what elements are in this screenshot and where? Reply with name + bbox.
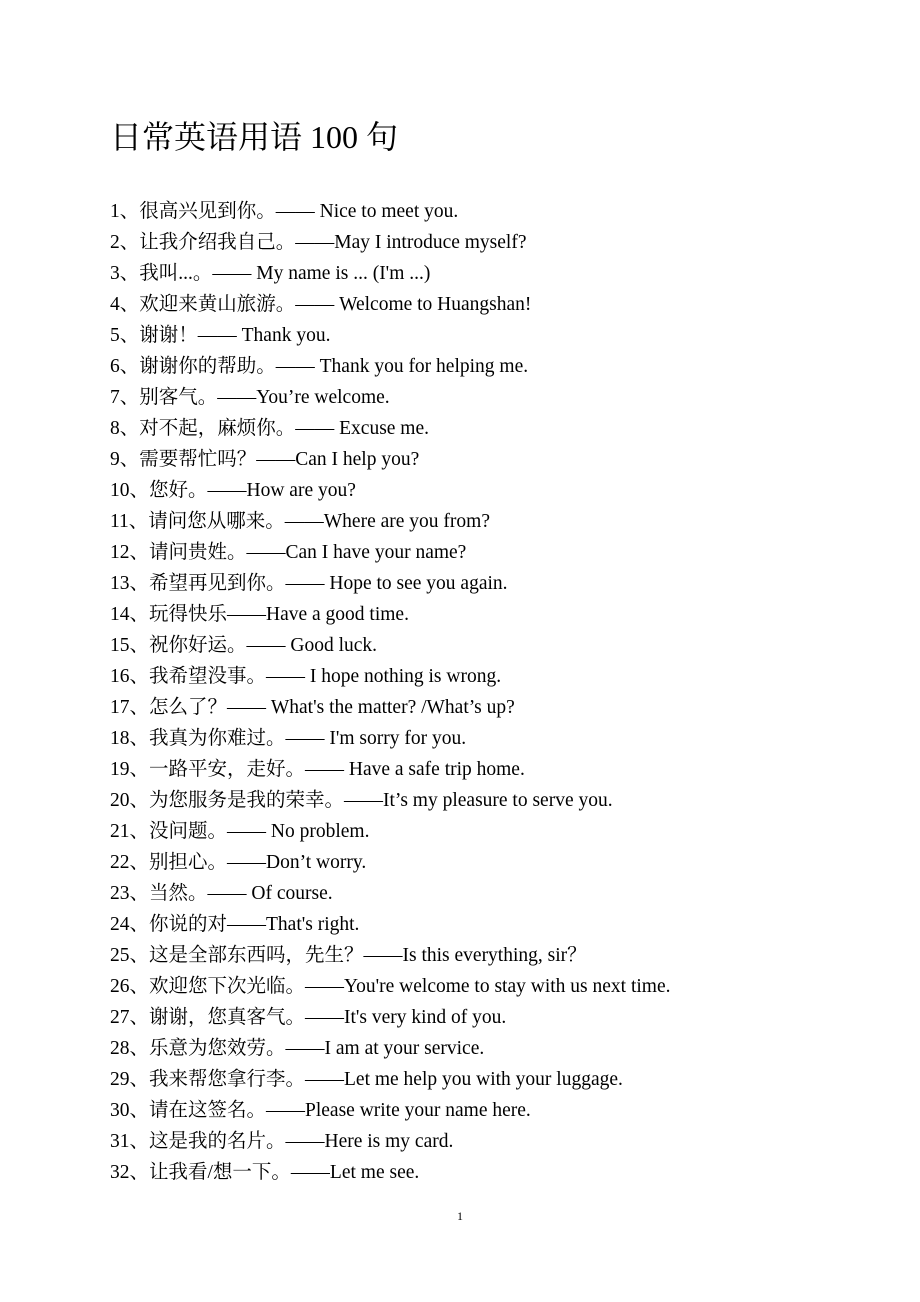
phrase-item: 1、很高兴见到你。—— Nice to meet you.	[110, 201, 459, 222]
phrase-item: 12、请问贵姓。——Can I have your name?	[110, 542, 467, 563]
phrase-item: 14、玩得快乐——Have a good time.	[110, 604, 409, 625]
phrase-item: 9、需要帮忙吗？——Can I help you?	[110, 449, 420, 470]
phrase-item: 18、我真为你难过。—— I'm sorry for you.	[110, 728, 467, 749]
phrase-item: 3、我叫...。—— My name is ... (I'm ...)	[110, 263, 431, 284]
phrase-item: 6、谢谢你的帮助。—— Thank you for helping me.	[110, 356, 529, 377]
page-number: 1	[457, 1209, 463, 1223]
phrase-item: 11、请问您从哪来。——Where are you from?	[110, 511, 490, 532]
phrase-item: 29、我来帮您拿行李。——Let me help you with your luggage.	[110, 1069, 623, 1090]
phrase-item: 8、对不起，麻烦你。—— Excuse me.	[110, 418, 430, 439]
phrase-item: 22、别担心。——Don’t worry.	[110, 852, 367, 873]
phrase-item: 28、乐意为您效劳。——I am at your service.	[110, 1038, 485, 1059]
phrase-item: 26、欢迎您下次光临。——You're welcome to stay with us next time.	[110, 976, 671, 997]
phrase-item: 21、没问题。—— No problem.	[110, 821, 370, 842]
phrase-item: 30、请在这签名。——Please write your name here.	[110, 1100, 531, 1121]
phrase-item: 7、别客气。——You’re welcome.	[110, 387, 390, 408]
phrase-item: 5、谢谢！—— Thank you.	[110, 325, 331, 346]
phrase-item: 15、祝你好运。—— Good luck.	[110, 635, 378, 656]
phrase-list	[110, 196, 671, 1188]
phrase-item: 19、一路平安，走好。—— Have a safe trip home.	[110, 759, 525, 780]
phrase-item: 13、希望再见到你。—— Hope to see you again.	[110, 573, 508, 594]
phrase-item: 25、这是全部东西吗，先生？——Is this everything, sir？	[110, 945, 587, 966]
phrase-item: 32、让我看/想一下。——Let me see.	[110, 1162, 420, 1183]
page-title: 日常英语用语 100 句	[110, 119, 399, 155]
phrase-item: 23、当然。—— Of course.	[110, 883, 333, 904]
phrase-item: 16、我希望没事。—— I hope nothing is wrong.	[110, 666, 502, 687]
phrase-item: 2、让我介绍我自己。——May I introduce myself?	[110, 232, 527, 253]
phrase-item: 27、谢谢，您真客气。——It's very kind of you.	[110, 1007, 507, 1028]
phrase-item: 10、您好。——How are you?	[110, 480, 356, 501]
phrase-item: 24、你说的对——That's right.	[110, 914, 360, 935]
phrase-item: 31、这是我的名片。——Here is my card.	[110, 1131, 454, 1152]
phrase-item: 17、怎么了？—— What's the matter? /What’s up?	[110, 697, 515, 718]
phrase-item: 4、欢迎来黄山旅游。—— Welcome to Huangshan!	[110, 294, 532, 315]
phrase-item: 20、为您服务是我的荣幸。——It’s my pleasure to serve you.	[110, 790, 613, 811]
